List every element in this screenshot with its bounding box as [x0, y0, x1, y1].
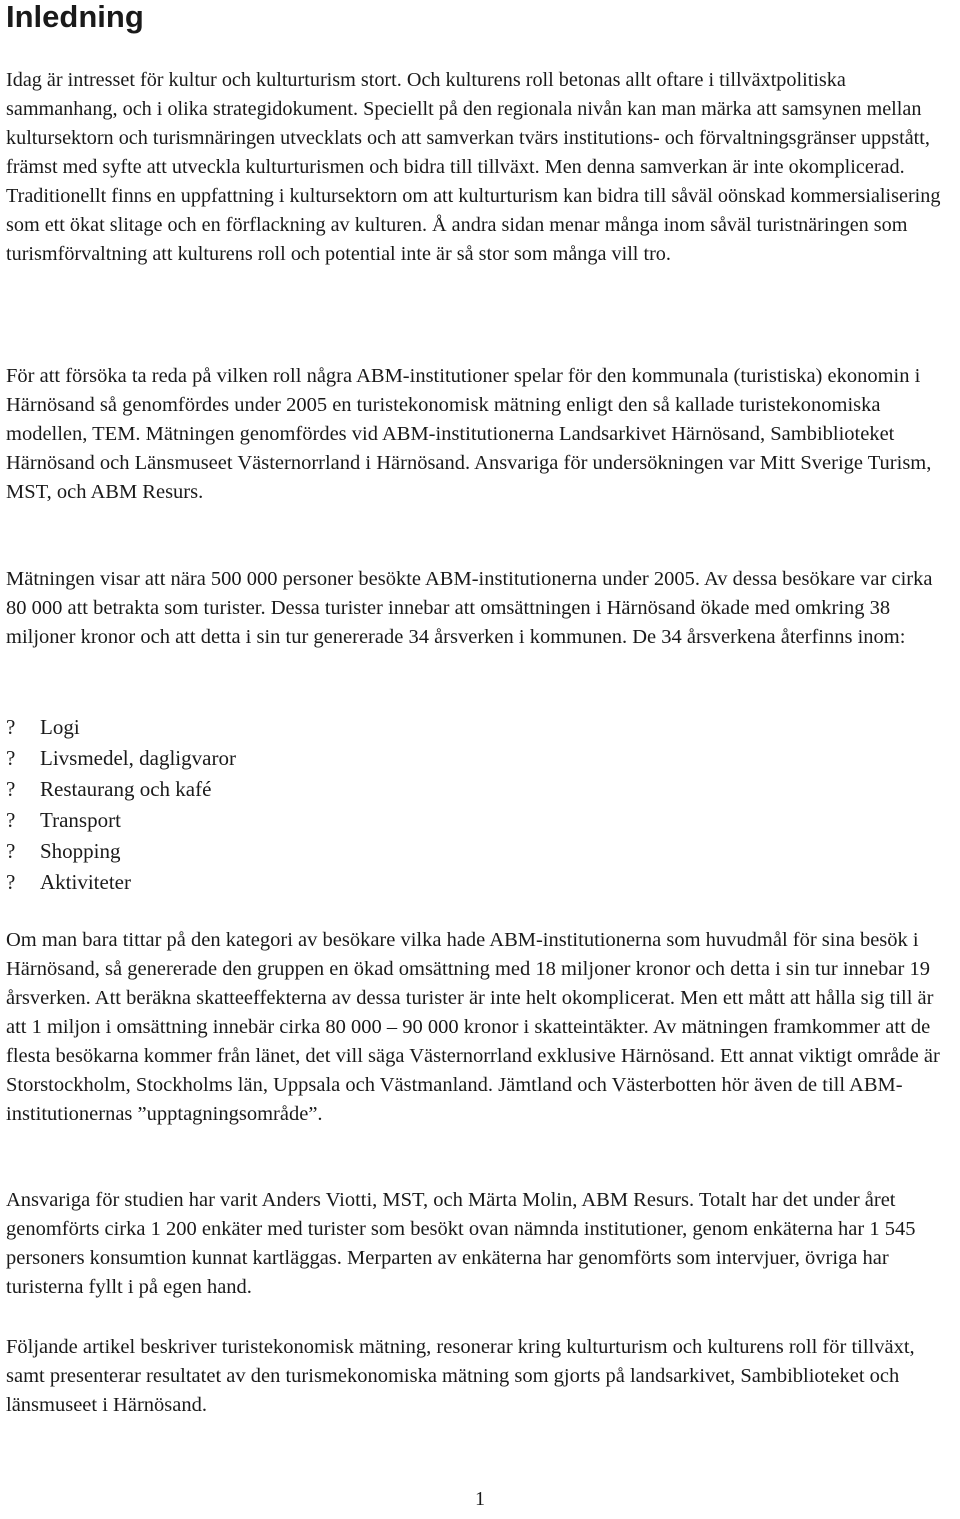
list-item-label: Livsmedel, dagligvaror [40, 746, 236, 770]
list-item [6, 774, 236, 805]
list-item [6, 836, 236, 867]
list-item [6, 867, 236, 898]
list-item [6, 743, 236, 774]
list-item-label: Transport [40, 808, 121, 832]
bullet-marker: ? [6, 777, 16, 801]
bullet-marker: ? [6, 715, 16, 739]
list-item-label: Restaurang och kafé [40, 777, 212, 801]
page-title: Inledning [6, 0, 144, 34]
list-item-label: Logi [40, 715, 80, 739]
paragraph-intro: Idag är intresset för kultur och kulturturism stort. Och kulturens roll betonas allt oftare i tillväxtpolitiska sammanhang, och i olika strategidokument. Speciellt på den regionala nivån kan man märka att samsynen mellan kultursektorn och turismnäringen utvecklats och att samverkan tvärs institutions- och förvaltningsgränser uppstått, främst med syfte att utveckla kulturturismen och bidra till tillväxt. Men denna samverkan är inte okomplicerad. Traditionellt finns en uppfattning i kultursektorn om att kulturturism kan bidra till såväl oönskad kommersialisering som ett ökat slitage och en förflackning av kulturen. Å andra sidan menar många inom såväl turistnäringen som turismförvaltning att kulturens roll och potential inte är så stor som många vill tro. [6, 69, 941, 265]
page-number: 1 [475, 1488, 485, 1510]
list-item [6, 712, 236, 743]
paragraph-results: Mätningen visar att nära 500 000 personer besökte ABM-institutionerna under 2005. Av dessa besökare var cirka 80 000 att betrakta som turister. Dessa turister innebar att omsättningen i Härnösand ökade med omkring 38 miljoner kronor och att detta i sin tur genererade 34 årsverken i kommunen. De 34 årsverkena återfinns inom: [6, 568, 933, 648]
bullet-marker: ? [6, 839, 16, 863]
sector-list [6, 712, 236, 898]
paragraph-article-outline: Följande artikel beskriver turistekonomisk mätning, resonerar kring kulturturism och kulturens roll för tillväxt, samt presenterar resultatet av den turismekonomiska mätning som gjorts på landsarkivet, Sambiblioteket och länsmuseet i Härnösand. [6, 1336, 915, 1416]
list-item-label: Shopping [40, 839, 121, 863]
paragraph-responsible: Ansvariga för studien har varit Anders Viotti, MST, och Märta Molin, ABM Resurs. Totalt har det under året genomförts cirka 1 200 enkäter med turister som besökt ovan nämnda institutioner, genom enkäterna har 1 545 personers konsumtion kunnat kartläggas. Merparten av enkäterna har genomförts som intervjuer, övriga har turisterna fyllt i på egen hand. [6, 1189, 916, 1298]
bullet-marker: ? [6, 808, 16, 832]
paragraph-measurement: För att försöka ta reda på vilken roll några ABM-institutioner spelar för den kommunala (turistiska) ekonomin i Härnösand så genomfördes under 2005 en turistekonomisk mätning enligt den så kallade turistekonomiska modellen, TEM. Mätningen genomfördes vid ABM-institutionerna Landsarkivet Härnösand, Sambiblioteket Härnösand och Länsmuseet Västernorrland i Härnösand. Ansvariga för undersökningen var Mitt Sverige Turism, MST, och ABM Resurs. [6, 365, 932, 503]
paragraph-main-visitors: Om man bara tittar på den kategori av besökare vilka hade ABM-institutionerna som huvudmål för sina besök i Härnösand, så genererade den gruppen en ökad omsättning med 18 miljoner kronor och detta i sin tur innebar 19 årsverken. Att beräkna skatteeffekterna av dessa turister är inte helt okomplicerat. Men ett mått att hålla sig till är att 1 miljon i omsättning innebär cirka 80 000 – 90 000 kronor i skatteintäkter. Av mätningen framkommer att de flesta besökarna kommer från länet, det vill säga Västernorrland exklusive Härnösand. Ett annat viktigt område är Storstockholm, Stockholms län, Uppsala och Västmanland. Jämtland och Västerbotten hör även de till ABM-institutionernas ”upptagningsområde”. [6, 929, 940, 1125]
list-item [6, 805, 236, 836]
bullet-marker: ? [6, 746, 16, 770]
list-item-label: Aktiviteter [40, 870, 131, 894]
bullet-marker: ? [6, 870, 16, 894]
